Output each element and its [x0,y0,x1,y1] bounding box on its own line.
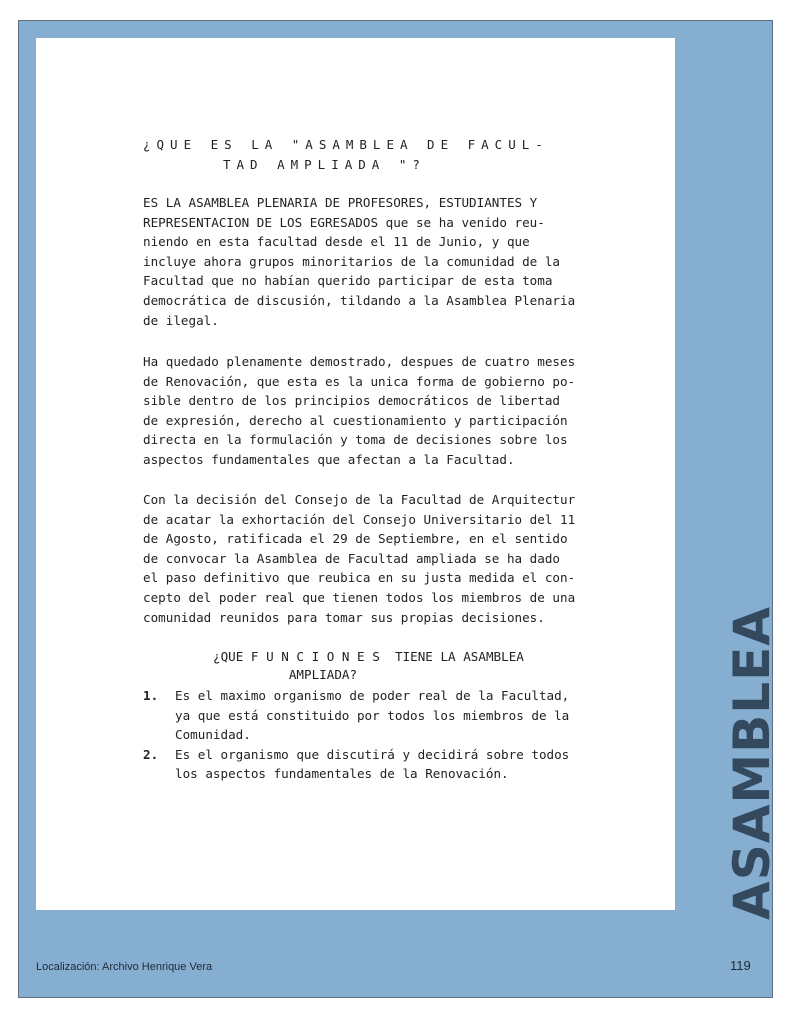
page-number: 119 [730,958,751,973]
list-item [143,686,608,745]
document-title [143,135,613,175]
list-item-number: 2. [143,746,159,762]
list-item-text: Es el maximo organismo de poder real de la Facultad, ya que está constituido por todos los miembros de la Comunidad. [175,688,570,743]
title-line-2: TAD AMPLIADA "? [223,157,426,172]
title-line-1: ¿QUE ES LA "ASAMBLEA DE FACUL- [143,137,549,152]
list-item-number: 1. [143,688,159,703]
functions-heading: ¿QUE F U N C I O N E S TIENE LA ASAMBLEA AMPLIADA? [213,649,524,682]
functions-list [143,686,608,784]
paragraph-1: ES LA ASAMBLEA PLENARIA DE PROFESORES, ESTUDIANTES Y REPRESENTACION DE LOS EGRESADOS que se ha venido reu- niendo en esta facultad desde el 11 de Junio, y que incluye ahora grupos minoritarios de la comunidad de la Facultad que no habían querido participar de esta toma democrática de discusión, tildando a la Asamblea Plenaria de ilegal. [143,195,576,328]
list-item [143,745,608,784]
paragraph-2: Ha quedado plenamente demostrado, despues de cuatro meses de Renovación, que esta es la unica forma de gobierno po- sible dentro de los principios democráticos de libertad de expresión, derecho al cuestionamiento y participación directa en la formulación y toma de decisiones sobre los aspectos fundamentales que afectan a la Facultad. [143,354,576,467]
side-section-label: ASAMBLEA [723,606,781,920]
paragraph-3: Con la decisión del Consejo de la Facultad de Arquitectur de acatar la exhortación del Consejo Universitario del 11 de Agosto, ratificada el 29 de Septiembre, en el sentido de convocar la Asamblea de Facultad ampliada se ha dado el paso definitivo que reubica en su justa medida el con- cepto del poder real que tienen todos los miembros de una comunidad reunidos para tomar sus propias decisiones. [143,492,576,625]
list-item-text: Es el organismo que discutirá y decidirá sobre todos los aspectos fundamentales de la Renovación. [175,746,570,782]
source-caption: Localización: Archivo Henrique Vera [36,961,213,973]
